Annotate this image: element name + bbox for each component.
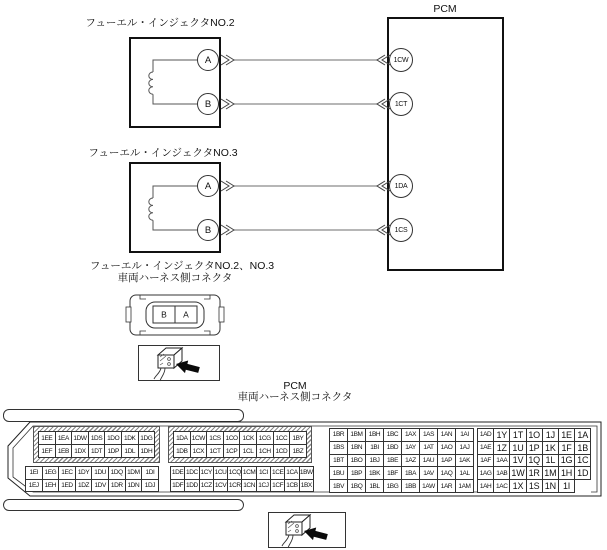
pin-cell: 1CV <box>213 479 228 493</box>
injector2-terminal-b <box>197 93 219 115</box>
pin-cell: 1CM <box>241 466 256 480</box>
pin-cell: 1DO <box>104 431 122 445</box>
pin-cell: 1EG <box>42 466 60 480</box>
pin-cell: 1DY <box>75 466 93 480</box>
pin-cell: 1S <box>526 479 543 493</box>
pin-row <box>25 466 159 480</box>
pin-cell: 1DM <box>125 466 143 480</box>
pin-cell: 1DX <box>71 444 89 458</box>
pin-cell: 1EH <box>42 479 60 493</box>
pin-cell: 1CQ <box>227 466 242 480</box>
pin-cell: 1AL <box>455 466 474 480</box>
pin-row <box>329 454 474 468</box>
pin-cell: 1AZ <box>401 454 420 468</box>
pin-cell: 1G <box>558 454 575 468</box>
pcm-terminal-1da <box>389 174 413 198</box>
pin-cell: 1CA <box>284 466 299 480</box>
pin-cell: 1BX <box>299 479 314 493</box>
pin-cell: 1CJ <box>256 479 271 493</box>
pin-row <box>329 441 474 455</box>
injector-connector-pin-a: A <box>183 309 189 320</box>
pin-cell: 1AN <box>437 428 456 442</box>
terminal-label: 1DA <box>394 182 408 190</box>
pin-cell: 1AS <box>419 428 438 442</box>
pin-cell: 1AA <box>493 454 510 468</box>
pin-cell: 1DB <box>173 444 191 458</box>
pin-cell: 1EJ <box>25 479 43 493</box>
pin-cell: 1BU <box>329 466 348 480</box>
pin-cell: 1DF <box>170 479 185 493</box>
pin-cell: 1CS <box>206 431 224 445</box>
pin-cell: 1Z <box>493 441 510 455</box>
pin-cell: 1DR <box>108 479 126 493</box>
pin-cell: 1DH <box>138 444 156 458</box>
pin-cell: 1BE <box>383 454 402 468</box>
pin-cell: 1CB <box>284 479 299 493</box>
terminal-label: A <box>204 180 212 192</box>
pin-cell: 1AE <box>477 441 494 455</box>
pin-cell: 1B <box>574 441 591 455</box>
pin-cell: 1T <box>509 428 526 442</box>
injector-connector-photo-icon <box>154 348 200 381</box>
pin-cell: 1CW <box>190 431 208 445</box>
pin-cell: 1DC <box>184 466 199 480</box>
pin-cell: 1EA <box>55 431 73 445</box>
pin-cell: 1R <box>526 466 543 480</box>
pin-block-right-a <box>329 428 474 493</box>
pin-cell: 1V <box>509 454 526 468</box>
pin-cell: 1DZ <box>75 479 93 493</box>
pin-cell: 1CZ <box>199 479 214 493</box>
pin-cell: 1CU <box>213 466 228 480</box>
pin-row <box>477 441 591 455</box>
injector-connector-face <box>126 295 224 335</box>
pin-cell: 1H <box>558 466 575 480</box>
pin-row <box>38 431 155 445</box>
pin-cell: 1DW <box>71 431 89 445</box>
pin-block-right-b <box>477 428 591 493</box>
pin-cell: 1CG <box>256 431 274 445</box>
pin-row <box>329 479 474 493</box>
pin-cell: 1N <box>542 479 559 493</box>
pin-row <box>477 466 591 480</box>
pin-cell: 1AI <box>455 428 474 442</box>
pin-cell: 1CX <box>190 444 208 458</box>
pin-cell: 1AC <box>493 479 510 493</box>
pin-row <box>173 431 307 445</box>
pin-cell: 1AM <box>455 479 474 493</box>
pin-cell: 1C <box>574 454 591 468</box>
pin-block-mid-right <box>170 466 314 492</box>
pin-cell: 1CE <box>270 466 285 480</box>
pin-cell: 1AT <box>419 441 438 455</box>
harness-wires <box>234 60 377 230</box>
pin-cell: 1P <box>526 441 543 455</box>
pin-cell: 1AY <box>401 441 420 455</box>
pin-cell: 1AV <box>419 466 438 480</box>
pcm-terminal-1ct <box>389 92 413 116</box>
wire-chevrons <box>221 55 390 235</box>
pin-cell: 1BV <box>329 479 348 493</box>
pin-cell: 1W <box>509 466 526 480</box>
pin-cell: 1AR <box>437 479 456 493</box>
pin-cell: 1J <box>542 428 559 442</box>
pin-cell: 1CH <box>256 444 274 458</box>
pin-cell: 1BF <box>383 466 402 480</box>
pin-cell: 1BT <box>329 454 348 468</box>
pin-cell: 1BW <box>299 466 314 480</box>
pin-cell: 1AK <box>455 454 474 468</box>
pin-cell: 1AD <box>477 428 494 442</box>
pin-cell: 1BL <box>365 479 384 493</box>
pin-row <box>329 466 474 480</box>
pin-cell: 1AG <box>477 466 494 480</box>
harness-connector-label-line1: フューエル・インジェクタNO.2、NO.3 <box>89 260 275 272</box>
pin-cell: 1DK <box>121 431 139 445</box>
pin-cell: 1CP <box>223 444 241 458</box>
pin-cell: 1F <box>558 441 575 455</box>
pin-cell: 1BZ <box>289 444 307 458</box>
pin-cell: 1BA <box>401 466 420 480</box>
pin-cell: 1BG <box>383 479 402 493</box>
pin-row <box>477 454 591 468</box>
pin-cell: 1AF <box>477 454 494 468</box>
pin-cell: 1AU <box>419 454 438 468</box>
pcm-connector-photo-icon <box>282 515 328 548</box>
pin-cell: 1O <box>526 428 543 442</box>
pin-cell: 1BM <box>347 428 366 442</box>
pin-cell: 1EF <box>38 444 56 458</box>
pin-cell: 1I <box>558 479 575 493</box>
pin-block-mid-left <box>25 466 159 492</box>
pin-cell: 1AJ <box>455 441 474 455</box>
pin-cell: 1CC <box>273 431 291 445</box>
pin-cell: 1CT <box>206 444 224 458</box>
terminal-label: 1CW <box>393 56 409 64</box>
pin-cell: 1AH <box>477 479 494 493</box>
pin-cell: 1M <box>542 466 559 480</box>
pin-cell: 1BD <box>383 441 402 455</box>
injector2-terminal-a <box>197 49 219 71</box>
pcm-top-label: PCM <box>433 3 457 15</box>
pin-cell: 1CD <box>273 444 291 458</box>
pin-cell: 1BC <box>383 428 402 442</box>
pin-cell: 1DA <box>173 431 191 445</box>
pcm-terminal-1cs <box>389 218 413 242</box>
pin-cell: 1DV <box>91 479 109 493</box>
pin-cell: 1U <box>509 441 526 455</box>
injector2-label: フューエル・インジェクタNO.2 <box>85 17 235 29</box>
injector-connector-pin-b: B <box>161 309 167 320</box>
pin-cell: 1AO <box>437 441 456 455</box>
terminal-label: B <box>204 98 212 110</box>
pin-cell: 1EB <box>55 444 73 458</box>
pin-cell: 1DI <box>141 466 159 480</box>
terminal-label: 1CT <box>394 100 408 108</box>
terminal-label: 1CS <box>394 226 408 234</box>
pin-cell: 1DG <box>138 431 156 445</box>
pin-cell: 1CY <box>199 466 214 480</box>
pin-block-top-left <box>33 426 160 463</box>
pin-cell: 1AW <box>419 479 438 493</box>
pin-cell: 1CN <box>241 479 256 493</box>
pin-cell: 1BP <box>347 466 366 480</box>
pin-cell: 1CO <box>223 431 241 445</box>
pin-cell: 1E <box>558 428 575 442</box>
pin-cell: 1DQ <box>108 466 126 480</box>
pin-cell: 1EC <box>58 466 76 480</box>
pin-cell: 1X <box>509 479 526 493</box>
injector3-coil <box>149 186 200 230</box>
pin-cell: 1BO <box>347 454 366 468</box>
terminal-label: A <box>204 54 212 66</box>
pin-row <box>38 444 155 458</box>
pin-cell: 1AB <box>493 466 510 480</box>
pin-row <box>170 466 314 480</box>
pin-cell: 1AP <box>437 454 456 468</box>
pin-cell: 1L <box>542 454 559 468</box>
pin-cell: 1BJ <box>365 454 384 468</box>
pin-cell: 1BN <box>347 441 366 455</box>
pin-row <box>329 428 474 442</box>
pin-cell: 1AQ <box>437 466 456 480</box>
pin-cell: 1CK <box>239 431 257 445</box>
pin-row <box>25 479 159 493</box>
pin-cell: 1BK <box>365 466 384 480</box>
pin-cell: 1BS <box>329 441 348 455</box>
pin-cell: 1BQ <box>347 479 366 493</box>
pin-row <box>477 428 591 442</box>
pin-cell: 1CL <box>239 444 257 458</box>
pin-cell: 1DU <box>91 466 109 480</box>
pin-cell: 1DL <box>121 444 139 458</box>
pin-block-top-right <box>168 426 312 463</box>
injector3-terminal-b <box>197 219 219 241</box>
injector2-coil <box>149 60 200 104</box>
pin-cell: 1CF <box>270 479 285 493</box>
pin-cell: 1DD <box>184 479 199 493</box>
pin-cell: 1DT <box>88 444 106 458</box>
pin-cell: 1Y <box>493 428 510 442</box>
injector3-terminal-a <box>197 175 219 197</box>
pin-cell: 1BB <box>401 479 420 493</box>
terminal-label: B <box>204 224 212 236</box>
harness-connector-label-line2: 車両ハーネス側コネクタ <box>117 272 233 284</box>
pin-cell: 1BH <box>365 428 384 442</box>
pin-cell: 1AX <box>401 428 420 442</box>
pin-cell: 1DP <box>104 444 122 458</box>
pin-cell: 1EI <box>25 466 43 480</box>
pin-cell: 1ED <box>58 479 76 493</box>
pcm-terminal-1cw <box>389 48 413 72</box>
pin-cell: 1A <box>574 428 591 442</box>
injector3-label: フューエル・インジェクタNO.3 <box>88 147 238 159</box>
pin-cell: 1DS <box>88 431 106 445</box>
pin-cell: 1BY <box>289 431 307 445</box>
pin-row <box>170 479 314 493</box>
pcm-connector-title-line1: PCM <box>283 380 307 392</box>
pin-cell: 1CR <box>227 479 242 493</box>
pin-cell: 1BI <box>365 441 384 455</box>
pin-row <box>173 444 307 458</box>
pin-cell: 1BR <box>329 428 348 442</box>
pin-cell: 1EE <box>38 431 56 445</box>
pin-cell: 1DE <box>170 466 185 480</box>
pin-cell: 1D <box>574 466 591 480</box>
pin-cell: 1Q <box>526 454 543 468</box>
pin-cell: 1CI <box>256 466 271 480</box>
pcm-connector-title-line2: 車両ハーネス側コネクタ <box>237 391 353 403</box>
pin-cell: 1K <box>542 441 559 455</box>
pin-row <box>477 479 591 493</box>
pin-cell: 1DJ <box>141 479 159 493</box>
pin-cell: 1DN <box>125 479 143 493</box>
